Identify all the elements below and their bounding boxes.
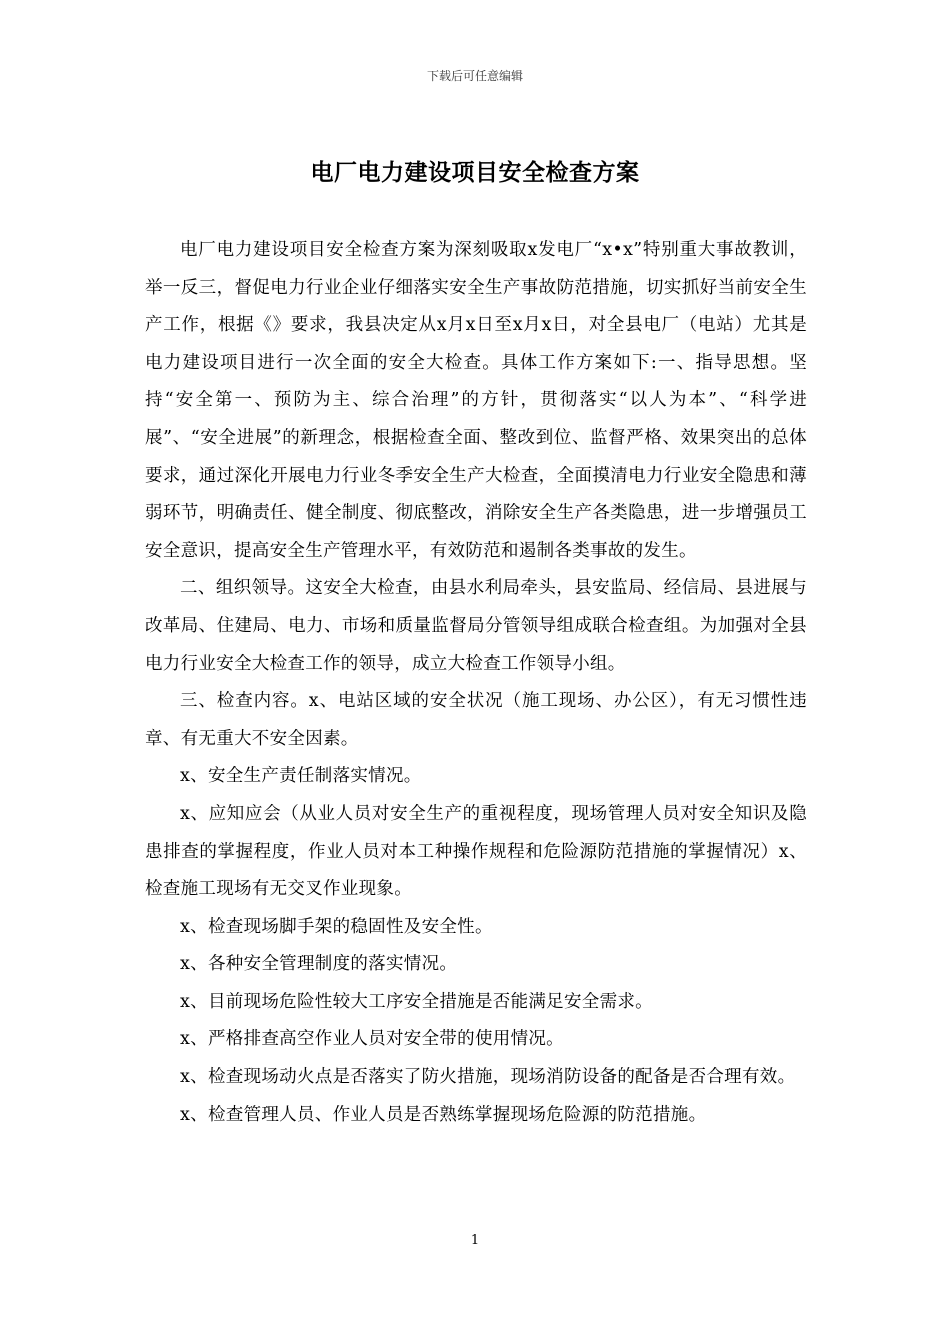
- paragraph-item: x、应知应会（从业人员对安全生产的重视程度，现场管理人员对安全知识及隐患排查的掌握程度，作业人员对本工种操作规程和危险源防范措施的掌握情况）x、检查施工现场有无交叉作业现象。: [145, 803, 807, 900]
- header-note: 下载后可任意编辑: [426, 69, 523, 83]
- paragraph-item: x、安全生产责任制落实情况。: [180, 766, 422, 787]
- paragraph-inspection-content: 三、检查内容。x、电站区域的安全状况（施工现场、办公区），有无习惯性违章、有无重大不安全因素。: [145, 691, 807, 749]
- paragraph-item: x、检查现场动火点是否落实了防火措施，现场消防设备的配备是否合理有效。: [180, 1067, 796, 1088]
- paragraph-item: x、目前现场危险性较大工序安全措施是否能满足安全需求。: [180, 991, 653, 1012]
- paragraph-item: x、检查现场脚手架的稳固性及安全性。: [180, 916, 493, 937]
- paragraph-item: x、各种安全管理制度的落实情况。: [180, 954, 458, 975]
- document-title: 电厂电力建设项目安全检查方案: [310, 159, 640, 186]
- paragraph-intro: 电厂电力建设项目安全检查方案为深刻吸取x发电厂“x•x”特别重大事故教训，举一反三，督促电力行业企业仔细落实安全生产事故防范措施，切实抓好当前安全生产工作，根据《》要求，我县决定从x月x日至x月x日，对全县电厂（电站）尤其是电力建设项目进行一次全面的安全大检查。具体工作方案如下:一、指导思想。坚持“安全第一、预防为主、综合治理”的方针，贯彻落实“以人为本”、“科学进展”、“安全进展”的新理念，根据检查全面、整改到位、监督严格、效果突出的总体要求，通过深化开展电力行业冬季安全生产大检查，全面摸清电力行业安全隐患和薄弱环节，明确责任、健全制度、彻底整改，消除安全生产各类隐患，进一步增强员工安全意识，提高安全生产管理水平，有效防范和遏制各类事故的发生。: [145, 240, 807, 561]
- paragraph-organization: 二、组织领导。这安全大检查，由县水利局牵头，县安监局、经信局、县进展与改革局、住建局、电力、市场和质量监督局分管领导组成联合检查组。为加强对全县电力行业安全大检查工作的领导，成立大检查工作领导小组。: [145, 578, 807, 674]
- page-number: 1: [470, 1233, 480, 1248]
- paragraph-item: x、严格排查高空作业人员对安全带的使用情况。: [180, 1029, 564, 1050]
- document-body: [145, 232, 807, 1134]
- paragraph-item: x、检查管理人员、作业人员是否熟练掌握现场危险源的防范措施。: [180, 1104, 707, 1125]
